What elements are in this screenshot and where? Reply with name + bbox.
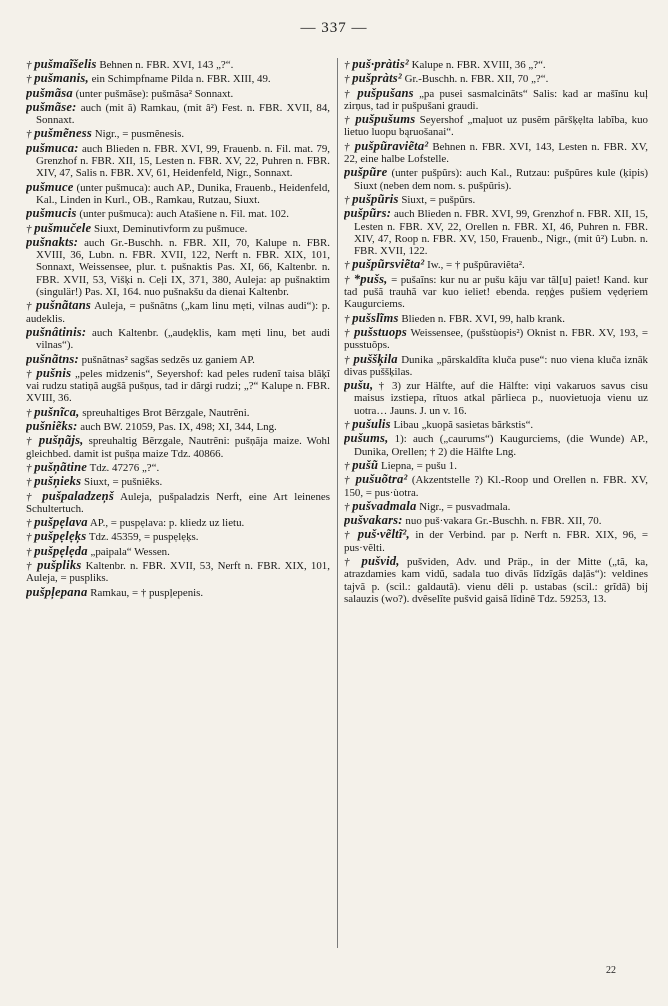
dagger-mark: † bbox=[344, 419, 350, 432]
entry-text: Siuxt, Deminutivform zu pušmuce. bbox=[94, 222, 248, 235]
entry-text: (unter pušpũrs): auch Kal., Rutzau: pušpũres kule (ķipis) Siuxt (neben dem nom. s. pušpũris). bbox=[354, 167, 648, 192]
dictionary-entry bbox=[344, 113, 648, 139]
entry-text: = pušaĩns: kur nu ar pušu kãju var tãl[u] paiet! Kand. kur tad pušã trauhã var kuo ieliet! ebenda. reņģes pušiem vẹdẹriem Kaugurciems. bbox=[344, 273, 648, 311]
dictionary-entry bbox=[344, 528, 648, 554]
dictionary-entry bbox=[26, 353, 330, 366]
entry-headword: pušmaĩšelis bbox=[34, 58, 97, 71]
entry-text: (Akzentstelle ?) Kl.-Roop und Orellen n. FBR. XV, 150, = pus·ùotra. bbox=[344, 474, 648, 499]
entry-headword: pušpũris bbox=[352, 191, 399, 206]
entry-headword: puš·vẽltĩ², bbox=[357, 527, 410, 542]
entry-headword: pušmẽness bbox=[34, 126, 92, 141]
signature-mark: 22 bbox=[606, 965, 616, 976]
entry-text: auch Kaltenbr. („audẹklis, kam mẹti linu, bet audi vilnas“). bbox=[36, 326, 330, 352]
entry-headword: pušpẹlẹda bbox=[34, 543, 88, 558]
dagger-mark: † bbox=[344, 140, 351, 153]
dictionary-entry bbox=[344, 432, 648, 458]
dictionary-entry bbox=[344, 166, 648, 192]
entry-headword: pušmãse: bbox=[26, 99, 77, 114]
entry-headword: pušmučele bbox=[34, 220, 92, 235]
entry-headword: pušpaladzeņš bbox=[42, 488, 114, 503]
dagger-mark: † bbox=[344, 474, 352, 487]
dagger-mark: † bbox=[26, 559, 33, 572]
dictionary-entry bbox=[344, 72, 648, 85]
entry-headword: pušnakts: bbox=[26, 234, 79, 249]
entry-headword: puš·pràtis² bbox=[352, 58, 409, 71]
entry-headword: pušpļepana bbox=[26, 584, 88, 599]
dictionary-entry bbox=[26, 434, 330, 460]
dictionary-entry bbox=[26, 586, 330, 599]
dictionary-entry bbox=[26, 207, 330, 220]
entry-headword: *pušs, bbox=[353, 271, 388, 286]
dictionary-entry bbox=[26, 87, 330, 100]
dagger-mark: † bbox=[26, 222, 32, 235]
entry-text: auch BW. 21059, Pas. IX, 498; XI, 344, Lng. bbox=[80, 421, 277, 434]
entry-headword: pušniẽks: bbox=[26, 419, 78, 434]
dagger-mark: † bbox=[26, 59, 32, 71]
entry-headword: pušņieks bbox=[34, 474, 82, 489]
dagger-mark: † bbox=[26, 300, 33, 313]
dictionary-entry bbox=[344, 514, 648, 527]
dagger-mark: † bbox=[26, 406, 32, 419]
dictionary-entry bbox=[344, 326, 648, 352]
entry-text: spreuhaltig Bẽrzgale, Nautrẽni: pušņãja maize. Wohl gleichbed. damit ist pušņa maize Tdz. 40866. bbox=[26, 435, 330, 460]
entry-headword: pušvadmala bbox=[352, 498, 417, 513]
dagger-mark: † bbox=[344, 259, 350, 272]
dagger-mark: † bbox=[344, 529, 353, 542]
dictionary-entry bbox=[26, 367, 330, 405]
dictionary-entry bbox=[344, 379, 648, 417]
dictionary-entry bbox=[26, 475, 330, 488]
entry-text: in der Verbind. par p. Nerft n. FBR. XIX, 96, = pus·vẽlti. bbox=[344, 529, 648, 554]
dictionary-entry bbox=[26, 222, 330, 235]
entry-text: Auleja, = pušnãtns („kam linu mẹti, vilnas audi“): p. audeklis. bbox=[26, 300, 330, 325]
entry-text: Ramkau, = † puspļepenis. bbox=[90, 586, 204, 599]
entry-headword: pušnãtns: bbox=[26, 351, 79, 366]
entry-text: 1): auch („caurums“) Kaugurciems, (die Wunde) AP., Dunika, Orellen; † 2) die Hälfte Lng. bbox=[354, 433, 648, 458]
right-column bbox=[344, 58, 648, 958]
entry-text: „paipala“ Wessen. bbox=[90, 545, 170, 558]
entry-headword: pušpràts² bbox=[352, 71, 402, 86]
entry-text: auch Blieden n. FBR. XVI, 99, Grenzhof n. FBR. XII, 15, Lesten n. FBR. XV, 22, Orellen n. FBR. XI, 46, Puhren n. FBR. XIV, 47, Roop n. FBR. XV, 150, Frauenb., Nigr., (mit û²) Lubn. n. FBR. XVII, 122. bbox=[354, 208, 648, 258]
entry-text: † 3) zur Hälfte, auf die Hälfte: viņi vakaruos savus cisu maisus izstiepa, rĩtuos atkal pãrlieca p., nuovietuoja vienu uz uotra… Jauns. J. un v. 16. bbox=[354, 380, 648, 417]
dictionary-entry bbox=[344, 312, 648, 325]
entry-text: Libau „kuopã sasietas bãrkstis“. bbox=[393, 419, 534, 432]
entry-headword: pušpũrs: bbox=[344, 206, 392, 221]
dictionary-entry bbox=[26, 236, 330, 298]
dictionary-entry bbox=[26, 72, 330, 85]
entry-text: (unter pušmuca): auch Atašiene n. Fil. mat. 102. bbox=[79, 208, 289, 221]
entry-headword: pušstuops bbox=[354, 324, 407, 339]
dagger-mark: † bbox=[344, 59, 350, 71]
entry-headword: pušnâtinis: bbox=[26, 324, 87, 339]
entry-headword: pušpliks bbox=[37, 557, 82, 572]
dictionary-entry bbox=[344, 58, 648, 71]
entry-text: pušnãtnas² sagšas sedzẽs uz ganiem AP. bbox=[81, 353, 255, 366]
dictionary-entry bbox=[26, 406, 330, 419]
dagger-mark: † bbox=[26, 545, 32, 558]
entry-text: Nigr., = pusmẽnesis. bbox=[94, 128, 185, 141]
dictionary-entry bbox=[26, 299, 330, 325]
entry-text: Auleja, pušpaladzis Nerft, eine Art leinenes Schultertuch. bbox=[26, 490, 330, 515]
dagger-mark: † bbox=[26, 476, 32, 489]
dagger-mark: † bbox=[26, 531, 32, 544]
entry-headword: pušņãjs, bbox=[38, 433, 84, 448]
dictionary-entry bbox=[344, 193, 648, 206]
entry-text: Dunika „pãrskaldĩta kluča puse“: nuo viena kluča iznãk divas puššķilas. bbox=[344, 353, 648, 378]
dagger-mark: † bbox=[344, 87, 353, 100]
dagger-mark: † bbox=[26, 367, 33, 380]
entry-text: auch (mit ã) Ramkau, (mit â²) Fest. n. FBR. XVII, 84, Sonnaxt. bbox=[36, 101, 330, 127]
entry-text: Weissensee, (pušstùopis²) Oknist n. FBR. XV, 193, = pusstuõps. bbox=[344, 326, 648, 352]
dagger-mark: † bbox=[344, 273, 351, 286]
entry-text: Tdz. 47276 „?“. bbox=[89, 461, 160, 474]
entry-text: Behnen n. FBR. XVI, 143 „?“. bbox=[99, 59, 234, 71]
entry-headword: pušpušums bbox=[355, 112, 416, 127]
entry-headword: pušpũraviẽta² bbox=[354, 138, 429, 153]
entry-text: Gr.-Buschh. n. FBR. XII, 70 „?“. bbox=[404, 73, 549, 86]
dagger-mark: † bbox=[344, 312, 350, 325]
dictionary-entry bbox=[26, 58, 330, 71]
page-number: — 337 — bbox=[300, 20, 368, 36]
dictionary-entry bbox=[344, 555, 648, 605]
dictionary-entry bbox=[344, 87, 648, 113]
entry-headword: pušvid, bbox=[361, 553, 400, 568]
entry-headword: puššķila bbox=[353, 351, 398, 366]
entry-text: Nigr., = pusvadmala. bbox=[419, 500, 511, 513]
dictionary-entry bbox=[344, 473, 648, 499]
column-divider bbox=[337, 58, 338, 948]
entry-text: ein Schimpfname Pilda n. FBR. XIII, 49. bbox=[91, 73, 271, 86]
entry-text: „pa pusei sasmalcinãts“ Salis: kad ar mašĩnu kuļ zirņus, tad ir pušpušani graudi. bbox=[344, 87, 648, 112]
entry-headword: pušũ bbox=[352, 457, 379, 472]
entry-text: nuo puš·vakara Gr.-Buschh. n. FBR. XII, 70. bbox=[405, 515, 602, 528]
dagger-mark: † bbox=[344, 500, 350, 513]
dagger-mark: † bbox=[344, 193, 350, 206]
dagger-mark: † bbox=[26, 490, 36, 503]
entry-headword: pušnãtans bbox=[36, 298, 92, 313]
dictionary-entry bbox=[26, 101, 330, 127]
entry-text: Siuxt, = pušpũrs. bbox=[401, 193, 476, 206]
entry-headword: pušnĩca, bbox=[34, 404, 80, 419]
entry-text: auch Blieden n. FBR. XVI, 99, Frauenb. n. Fil. mat. 79, Grenzhof n. FBR. XII, 15, Lesten n. FBR. XV, 22, Puhren n. FBR. XIV, 47, Salis n. FBR. XV, 61, Heidenfeld, Nigr., Sonnaxt. bbox=[36, 142, 330, 180]
dagger-mark: † bbox=[344, 459, 350, 472]
entry-headword: pušpušans bbox=[357, 85, 414, 100]
entry-headword: pušuõtra² bbox=[355, 472, 408, 487]
entry-headword: pušmãsa bbox=[26, 85, 73, 100]
dictionary-entry bbox=[344, 500, 648, 513]
entry-headword: pušu, bbox=[344, 378, 374, 393]
dagger-mark: † bbox=[344, 353, 351, 366]
entry-headword: pušulis bbox=[352, 417, 391, 432]
entry-text: „peles midzenis“, Seyershof: kad peles rudenĩ taisa blãķĩ vai rudzu statiņã augšã pušņus, tad ir dãrgi rudzi; „?“ Kalupe n. FBR. XVIII, 36. bbox=[26, 367, 330, 405]
dagger-mark: † bbox=[344, 73, 350, 86]
entry-text: Tdz. 45359, = puspẹlẹķs. bbox=[88, 531, 199, 544]
entry-headword: pušnis bbox=[36, 365, 72, 380]
dictionary-entry bbox=[344, 258, 648, 271]
entry-text: (unter pušmuca): auch AP., Dunika, Frauenb., Heidenfeld, Kal., Linden in Kurl., OB., Ramkau, Rutzau, Siuxt. bbox=[36, 181, 330, 206]
entry-text: Siuxt, = pušniẽks. bbox=[84, 476, 163, 489]
dictionary-entry bbox=[344, 353, 648, 379]
dictionary-entry bbox=[26, 559, 330, 585]
dagger-mark: † bbox=[26, 435, 34, 448]
dictionary-entry bbox=[344, 207, 648, 257]
entry-text: Behnen n. FBR. XVI, 143, Lesten n. FBR. XV, 22, eine halbe Lofstelle. bbox=[344, 140, 648, 166]
dictionary-entry bbox=[344, 140, 648, 166]
entry-text: Blieden n. FBR. XVI, 99, halb krank. bbox=[401, 312, 565, 325]
entry-text: Liepna, = pušu 1. bbox=[380, 459, 457, 472]
entry-headword: pušums, bbox=[344, 431, 389, 446]
entry-text: pušviden, Adv. und Präp., in der Mitte („tã, ka, atrazdamies kam vidũ, sadala tuo divãs lĩdzĩgãs daļãs“): veldines tajvã p. (scil.: galdautã). vienu dẽli p. ustabas (scil.: grĩdã) bij salauzis (wo?). dvẽselĩte pušvid gaisã lĩdinẽ Tdz. 59253, 13. bbox=[344, 555, 648, 605]
entry-text: Kalupe n. FBR. XVIII, 36 „?“. bbox=[411, 59, 546, 71]
entry-headword: pušpũre bbox=[344, 165, 388, 180]
dictionary-entry bbox=[26, 127, 330, 140]
dagger-mark: † bbox=[344, 114, 352, 127]
entry-headword: pušmuca: bbox=[26, 140, 79, 155]
entry-headword: pušpẹlava bbox=[34, 515, 88, 530]
dictionary-entry bbox=[344, 418, 648, 431]
entry-text: spreuhaltiges Brot Bẽrzgale, Nautrẽni. bbox=[82, 406, 250, 419]
entry-headword: pušvakars: bbox=[344, 513, 403, 528]
dictionary-entry bbox=[26, 490, 330, 516]
dictionary-entry bbox=[26, 181, 330, 207]
entry-headword: pušmucis bbox=[26, 206, 77, 221]
dagger-mark: † bbox=[344, 555, 355, 568]
entry-headword: pušmuce bbox=[26, 179, 74, 194]
dictionary-entry bbox=[344, 459, 648, 472]
dagger-mark: † bbox=[26, 128, 32, 141]
dictionary-entry bbox=[26, 530, 330, 543]
dictionary-entry bbox=[344, 273, 648, 311]
entry-headword: pušmanis, bbox=[34, 71, 89, 86]
dagger-mark: † bbox=[26, 73, 32, 86]
entry-text: AP., = puspẹlava: p. kliedz uz lietu. bbox=[89, 517, 245, 530]
entry-text: Iw., = † pušpũraviẽta². bbox=[427, 259, 525, 272]
dagger-mark: † bbox=[26, 517, 32, 530]
left-column bbox=[26, 58, 330, 958]
entry-text: Seyershof „maļuot uz pusẽm pãršķẹlta labĩba, kuo lietuo luopu bąruošanai“. bbox=[344, 114, 648, 139]
dictionary-entry bbox=[26, 142, 330, 180]
entry-headword: pušpẹlẹķs bbox=[34, 529, 87, 544]
dictionary-entry bbox=[26, 326, 330, 352]
entry-text: (unter pušmãse): pušmãsa² Sonnaxt. bbox=[75, 87, 234, 100]
dictionary-entry bbox=[26, 420, 330, 433]
dictionary-entry bbox=[26, 516, 330, 529]
dagger-mark: † bbox=[26, 461, 32, 474]
entry-headword: pušņãtine bbox=[34, 459, 88, 474]
entry-headword: pušslĩms bbox=[352, 310, 399, 325]
dagger-mark: † bbox=[344, 326, 351, 339]
entry-headword: pušpũrsviẽta² bbox=[352, 257, 425, 272]
dictionary-entry bbox=[26, 461, 330, 474]
entry-text: Kaltenbr. n. FBR. XVII, 53, Nerft n. FBR. XIX, 101, Auleja, = puspliks. bbox=[26, 559, 330, 585]
dictionary-entry bbox=[26, 545, 330, 558]
entry-text: auch Gr.-Buschh. n. FBR. XII, 70, Kalupe n. FBR. XVIII, 36, Lubn. n. FBR. XVII, 122, Nerft n. FBR. XIX, 101, Sonnaxt, Weissensee, plur. t. pušnaktis Pas. XI, 66, Kaltenbr. n. FBR. XVII, 53, Višķi n. Ceļi IX, 371, 380, Auleja: ap pušnaktim (singulär!) Pas. XI, 164. nuo pušnakšu da dienai Kaltenbr. bbox=[36, 236, 330, 299]
